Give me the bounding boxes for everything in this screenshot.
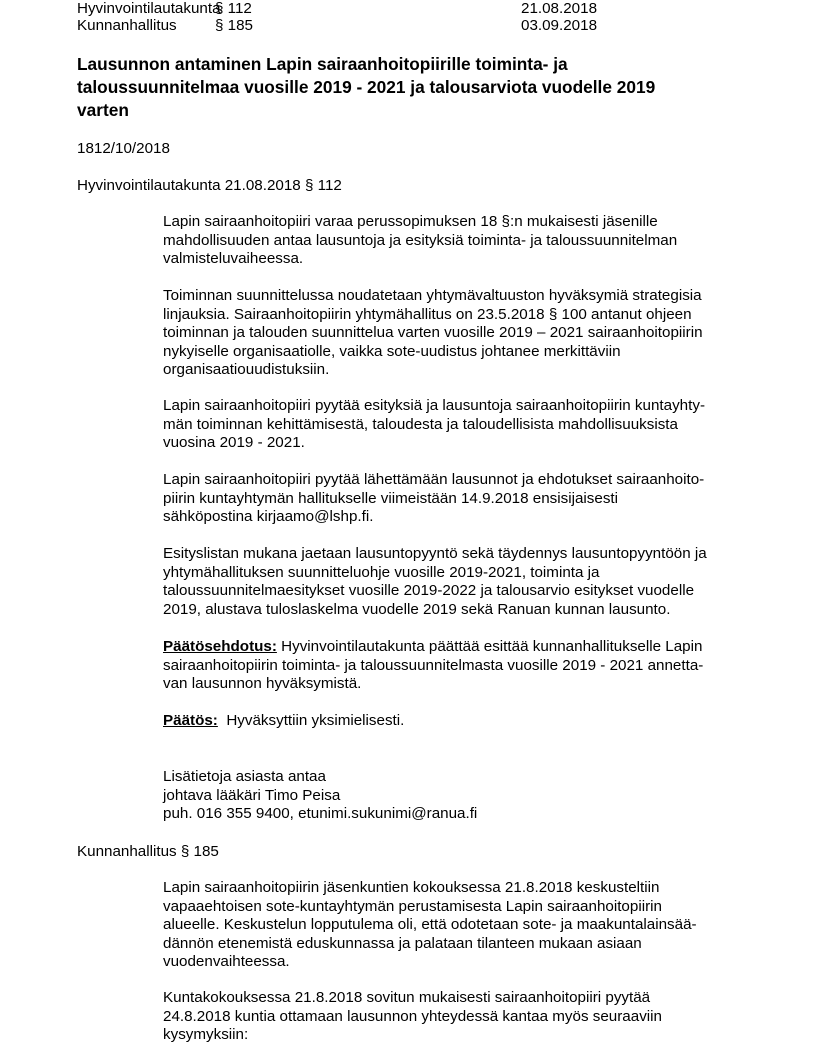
title-line: Lausunnon antaminen Lapin sairaanhoitopiirille toiminta- ja [77, 54, 568, 74]
paragraph-line: Toiminnan suunnittelussa noudatetaan yhtymävaltuuston hyväksymiä strategisia [163, 287, 702, 304]
paragraph-line: Esityslistan mukana jaetaan lausuntopyyntö sekä täydennys lausuntopyyntöön ja [163, 545, 707, 562]
contact-line: puh. 016 355 9400, etunimi.sukunimi@ranua.fi [163, 805, 478, 822]
contact-line: johtava lääkäri Timo Peisa [163, 786, 341, 804]
paragraph-line: dännön etenemistä eduskunnassa ja palataan tilanteen mukaan asiaan [163, 934, 642, 952]
paragraph-line: 2019, alustava tuloslaskelma vuodelle 2019 sekä Ranuan kunnan lausunto. [163, 600, 671, 618]
paragraph-line: toiminnan ja talouden suunnittelua varten vuosille 2019 – 2021 sairaanhoitopiirin [163, 324, 703, 341]
paragraph [163, 397, 753, 453]
title-line: taloussuunnitelmaa vuosille 2019 - 2021 ja talousarviota vuodelle 2019 [77, 77, 656, 97]
paragraph-line: Lapin sairaanhoitopiirin jäsenkuntien kokouksessa 21.8.2018 keskusteltiin [163, 879, 660, 896]
record-number: 1812/10/2018 [77, 140, 170, 157]
paragraph [163, 471, 753, 527]
paragraph [163, 545, 753, 619]
paragraph [163, 213, 753, 269]
proposal-line: van lausunnon hyväksymistä. [163, 675, 362, 692]
decision-proposal [163, 638, 753, 694]
paragraph-line: nykyiselle organisaatiolle, vaikka sote-uudistus johtanee merkittäviin [163, 342, 621, 360]
paragraph-line: vuosina 2019 - 2021. [163, 434, 305, 451]
section1-heading: Hyvinvointilautakunta 21.08.2018 § 112 [77, 177, 342, 194]
header-body: Kunnanhallitus [77, 17, 177, 34]
header-body: Hyvinvointilautakunta [77, 0, 221, 17]
paragraph-line: valmisteluvaiheessa. [163, 250, 304, 267]
paragraph-line: mahdollisuuden antaa lausuntoja ja esityksiä toiminta- ja taloussuunnitelman [163, 231, 678, 249]
paragraph-line: Lapin sairaanhoitopiiri varaa perussopimuksen 18 §:n mukaisesti jäsenille [163, 213, 658, 230]
proposal-first-line [163, 638, 753, 657]
document-title [77, 53, 737, 122]
paragraph-line: vapaaehtoisen sote-kuntayhtymän perustamisesta Lapin sairaanhoitopiirin [163, 897, 662, 915]
paragraph-line: vuodenvaihteessa. [163, 953, 290, 970]
paragraph [163, 287, 753, 380]
header-date: 03.09.2018 [521, 17, 598, 34]
title-line: varten [77, 100, 129, 120]
paragraph-line: Kuntakokouksessa 21.8.2018 sovitun mukaisesti sairaanhoitopiiri pyytää [163, 989, 651, 1006]
header-section: § 185 [215, 17, 254, 34]
paragraph-line: organisaatiouudistuksiin. [163, 361, 330, 378]
contact-info [163, 768, 753, 824]
decision [163, 712, 753, 731]
paragraph-line: män toiminnan kehittämisestä, taloudesta ja taloudellisista mahdollisuuksista [163, 415, 678, 433]
section2-heading: Kunnanhallitus § 185 [77, 843, 219, 860]
paragraph-line: kysymyksiin: [163, 1026, 249, 1043]
contact-line: Lisätietoja asiasta antaa [163, 768, 326, 785]
paragraph-line: sähköpostina kirjaamo@lshp.fi. [163, 508, 374, 525]
proposal-text: Hyvinvointilautakunta päättää esittää kunnanhallitukselle Lapin [276, 638, 703, 655]
paragraph-line: 24.8.2018 kuntia ottamaan lausunnon yhteydessä kantaa myös seuraaviin [163, 1007, 662, 1025]
proposal-label: Päätösehdotus: [163, 638, 277, 655]
header-date: 21.08.2018 [521, 0, 598, 17]
decision-label: Päätös: [163, 712, 218, 729]
paragraph-line: linjauksia. Sairaanhoitopiirin yhtymähallitus on 23.5.2018 § 100 antanut ohjeen [163, 305, 692, 323]
paragraph [163, 989, 753, 1045]
paragraph-line: Lapin sairaanhoitopiiri pyytää esityksiä ja lausuntoja sairaanhoitopiirin kuntayhty- [163, 397, 705, 414]
paragraph-line: taloussuunnitelmaesitykset vuosille 2019-2022 ja talousarvio esitykset vuodelle [163, 582, 695, 599]
paragraph-line: piirin kuntayhtymän hallitukselle viimeistään 14.9.2018 ensisijaisesti [163, 489, 619, 507]
paragraph-line: Lapin sairaanhoitopiiri pyytää lähettämään lausunnot ja ehdotukset sairaanhoito- [163, 471, 705, 488]
paragraph-line: alueelle. Keskustelun lopputulema oli, että odotetaan sote- ja maakuntalainsää- [163, 916, 697, 933]
paragraph-line: yhtymähallituksen suunnitteluohje vuosille 2019-2021, toiminta ja [163, 563, 600, 581]
decision-text: Hyväksyttiin yksimielisesti. [217, 712, 405, 729]
paragraph [163, 879, 753, 972]
proposal-line: sairaanhoitopiirin toiminta- ja taloussuunnitelmasta vuosille 2019 - 2021 annetta- [163, 656, 704, 674]
header-section: § 112 [215, 0, 252, 17]
